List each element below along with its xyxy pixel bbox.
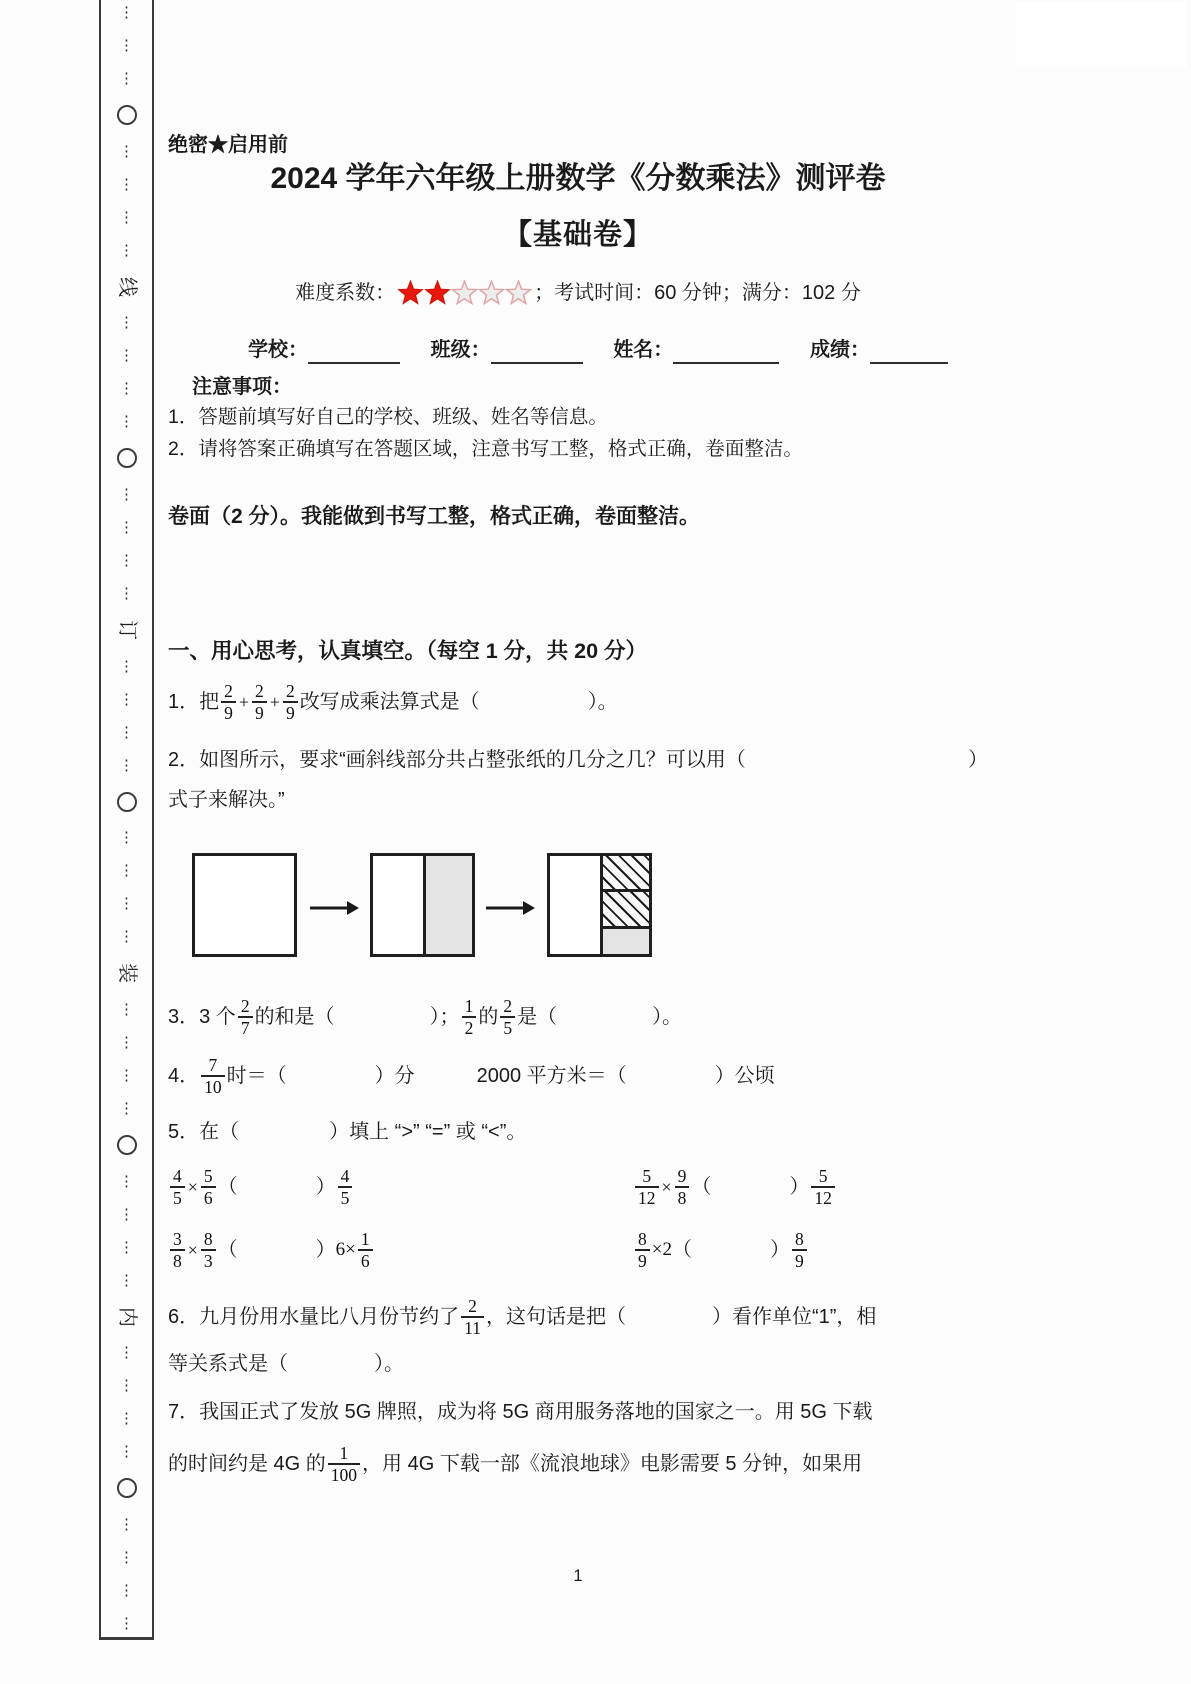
fraction-denominator: 9	[792, 1249, 807, 1271]
q6-line2-end: ）。	[374, 1353, 404, 1375]
fraction-denominator: 12	[635, 1186, 659, 1208]
open-paren: （	[217, 1176, 238, 1199]
binding-strip-item: ⋮	[119, 518, 134, 536]
binding-strip-item: ⋮	[119, 70, 134, 88]
binding-strip-item: ⋮	[119, 380, 134, 398]
fraction-numerator: 9	[677, 1166, 687, 1186]
q7-text-3: ，用 4G 下载一部《流浪地球》电影需要 5 分钟，如果用	[362, 1453, 863, 1476]
binding-strip-item: ⋮	[119, 552, 134, 569]
times-operator: ×	[187, 1177, 198, 1198]
class-label: 班级：	[430, 339, 491, 361]
section-1-heading-text: 一、用心思考，认真填空。（每空 1 分，共 20 分）	[168, 639, 648, 663]
page-number-text: 1	[573, 1567, 583, 1585]
page-title-text: 2024 学年六年级上册数学《分数乘法》测评卷	[270, 162, 886, 195]
star-icon	[478, 280, 505, 307]
plus-operator: +	[238, 692, 250, 713]
question-4	[168, 1055, 775, 1097]
fraction	[201, 1166, 216, 1208]
binding-strip-item	[117, 448, 137, 468]
q7-text-2: 的时间约是 4G 的	[168, 1453, 326, 1476]
binding-strip-item: ⋮	[119, 347, 134, 365]
open-paren: （	[671, 1239, 692, 1262]
binding-strip-item: ⋮	[119, 1614, 134, 1632]
q3-mid-3: 的	[478, 1006, 499, 1029]
fraction-denominator: 9	[283, 701, 298, 723]
q6-end: ）看作单位“1”，相	[711, 1306, 877, 1329]
star-icon	[397, 280, 424, 307]
binding-strip-item	[117, 1135, 137, 1155]
fraction	[635, 1166, 659, 1208]
score-field	[810, 336, 948, 364]
q6-line2-pre: 等关系式是（	[168, 1353, 288, 1375]
paper-content	[168, 0, 988, 1684]
binding-strip-item: ⋮	[119, 241, 134, 259]
fraction	[201, 1055, 225, 1097]
close-paren: ）	[769, 1239, 790, 1262]
fraction	[811, 1166, 835, 1208]
binding-strip-item: ⋮	[119, 1377, 134, 1395]
binding-strip-item: ⋮	[119, 723, 134, 741]
partitioned-half	[600, 856, 650, 954]
q5-expression-4	[633, 1229, 809, 1271]
note-item-2	[168, 435, 803, 463]
binding-strip-item: ⋮	[119, 1548, 134, 1566]
fraction-denominator: 100	[328, 1463, 360, 1485]
score-label: 成绩：	[809, 339, 870, 361]
question-1	[168, 681, 618, 723]
q3-mid-1: 的和是（	[254, 1006, 335, 1029]
binding-strip-item: ⋮	[119, 585, 134, 603]
fraction	[283, 681, 298, 723]
q5-e4-blank[interactable]	[692, 1249, 770, 1251]
q4-pre: 4．	[168, 1065, 200, 1088]
name-blank[interactable]	[673, 338, 779, 364]
secrecy-text: 绝密★启用前	[168, 134, 288, 156]
fraction-numerator: 2	[240, 996, 250, 1016]
binding-strip-item: ⋮	[119, 175, 134, 193]
star-icon	[424, 280, 451, 307]
class-field	[431, 336, 583, 364]
binding-strip-item: ⋮	[119, 413, 134, 431]
fraction-denominator: 6	[201, 1186, 216, 1208]
binding-strip-item: ⋮	[119, 1172, 134, 1190]
q3-mid-4: 是（	[517, 1006, 558, 1029]
fraction-denominator: 8	[675, 1186, 690, 1208]
binding-strip-item: ⋮	[119, 1271, 134, 1289]
fraction-denominator: 5	[170, 1186, 185, 1208]
neatness-statement	[168, 503, 700, 531]
page-number	[168, 1562, 988, 1590]
school-blank[interactable]	[308, 338, 400, 364]
question-3	[168, 996, 682, 1038]
page-title	[168, 162, 988, 195]
paper-folding-diagram	[168, 853, 868, 963]
q3-mid-2: ）；	[429, 1006, 460, 1029]
q5-e4-times-2: ×2	[651, 1239, 672, 1261]
diagram-square-1	[192, 853, 297, 957]
paper-subtitle	[168, 221, 988, 249]
q5-expression-3	[168, 1229, 375, 1271]
score-blank[interactable]	[870, 338, 948, 364]
fraction-numerator: 5	[203, 1166, 213, 1186]
hatched-section	[603, 892, 650, 928]
q6-answer-blank-2[interactable]	[288, 1363, 374, 1365]
scan-artifact-patch	[1016, 2, 1186, 68]
q6-answer-blank-1[interactable]	[626, 1316, 712, 1318]
fraction-numerator: 4	[340, 1166, 350, 1186]
notes-heading	[192, 373, 292, 401]
binding-strip-item: ⋮	[119, 314, 134, 332]
section-1-heading	[168, 637, 647, 665]
fraction-numerator: 3	[173, 1229, 182, 1249]
binding-strip-item: 线	[115, 276, 138, 297]
binding-strip-item: ⋮	[119, 485, 134, 503]
q5-expression-2	[633, 1166, 837, 1208]
q6-mid: ，这句话是把（	[485, 1306, 626, 1329]
binding-strip-item: ⋮	[119, 690, 134, 708]
fraction-denominator: 9	[252, 701, 267, 723]
question-2-line-2	[168, 786, 285, 814]
fraction	[201, 1229, 216, 1271]
fraction-denominator: 5	[500, 1016, 515, 1038]
close-paren: ）	[315, 1176, 336, 1199]
star-icon	[451, 280, 478, 307]
difficulty-stars	[397, 280, 532, 307]
school-label: 学校：	[248, 339, 308, 361]
binding-strip-item: ⋮	[119, 1410, 134, 1428]
binding-strip-item: ⋮	[119, 1000, 134, 1018]
fraction-numerator: 5	[818, 1166, 828, 1186]
q3-pre: 3．3 个	[168, 1006, 236, 1029]
fraction-denominator: 7	[238, 1016, 253, 1038]
note-item-1-text: 1．答题前填写好自己的学校、班级、姓名等信息。	[168, 406, 608, 428]
binding-strip-item: ⋮	[119, 1344, 134, 1362]
question-7-line-1	[168, 1398, 873, 1426]
fraction-denominator: 6	[358, 1249, 373, 1271]
fraction	[338, 1166, 353, 1208]
question-2-line-1	[168, 746, 988, 774]
open-paren: （	[217, 1239, 238, 1262]
fraction-numerator: 1	[339, 1443, 349, 1463]
q1-answer-blank[interactable]	[480, 701, 588, 703]
fraction-numerator: 2	[468, 1296, 477, 1316]
open-paren: （	[691, 1176, 712, 1199]
q4-mid-3: 2000 平方米＝（	[476, 1065, 627, 1088]
binding-strip-item: ⋮	[119, 756, 134, 774]
times-operator: ×	[661, 1177, 672, 1198]
shaded-half	[423, 856, 473, 954]
fraction-denominator: 5	[338, 1186, 353, 1208]
binding-strip-item	[117, 1478, 137, 1498]
q5-e2-blank[interactable]	[711, 1186, 789, 1188]
binding-strip-item	[117, 792, 137, 812]
difficulty-prefix: 难度系数：	[295, 282, 396, 304]
fraction	[500, 996, 515, 1038]
binding-strip-item: ⋮	[119, 928, 134, 946]
note-item-1	[168, 403, 608, 431]
difficulty-line	[168, 279, 988, 307]
q4-gap	[415, 1075, 477, 1077]
q1-end: ）。	[587, 691, 618, 714]
close-paren: ）	[789, 1176, 810, 1199]
binding-strip-item: ⋮	[119, 1033, 134, 1051]
fraction-denominator: 2	[462, 1016, 477, 1038]
fraction	[462, 996, 477, 1038]
q4-end: ）公顷	[714, 1065, 775, 1088]
paper-subtitle-text: 【基础卷】	[502, 219, 653, 251]
fraction-numerator: 2	[503, 996, 513, 1016]
binding-strip	[99, 0, 154, 1640]
q1-mid: 改写成乘法算式是（	[299, 691, 480, 714]
fraction-numerator: 8	[203, 1229, 213, 1249]
close-paren: ）	[315, 1239, 336, 1262]
q5-e3-rhs-prefix: 6×	[335, 1239, 356, 1261]
notes-heading-text: 注意事项：	[192, 376, 292, 398]
q3-answer-blank-2[interactable]	[557, 1016, 652, 1018]
fraction	[170, 1229, 185, 1271]
hatched-section	[603, 856, 650, 892]
binding-strip-item: 订	[115, 620, 138, 641]
star-icon	[505, 280, 532, 307]
fraction-numerator: 8	[638, 1229, 647, 1249]
fraction	[635, 1229, 650, 1271]
name-field	[613, 336, 779, 364]
times-operator: ×	[187, 1240, 198, 1261]
fraction-denominator: 9	[221, 701, 236, 723]
gray-section	[603, 929, 650, 954]
diagram-square-2	[370, 853, 475, 957]
question-7-line-2	[168, 1443, 862, 1485]
fraction	[461, 1296, 484, 1338]
note-item-2-text: 2．请将答案正确填写在答题区域，注意书写工整，格式正确，卷面整洁。	[168, 438, 803, 460]
fraction-numerator: 7	[208, 1055, 218, 1075]
fraction-denominator: 10	[201, 1075, 225, 1097]
arrow-right-icon	[486, 900, 536, 916]
fraction	[252, 681, 267, 723]
q5-e3-blank[interactable]	[238, 1249, 316, 1251]
question-6-line-1	[168, 1296, 876, 1338]
binding-strip-item: ⋮	[119, 37, 134, 55]
q5-e1-blank[interactable]	[238, 1186, 316, 1188]
binding-strip-item: ⋮	[119, 895, 134, 913]
fraction-numerator: 2	[255, 681, 264, 701]
q2-text-2: 式子来解决。”	[168, 789, 285, 811]
fraction	[675, 1166, 690, 1208]
q2-close-paren: ）	[968, 749, 988, 771]
fraction-numerator: 1	[360, 1229, 370, 1249]
binding-strip-item: ⋮	[119, 862, 134, 880]
q5-end: ）填上 “>” “=” 或 “<”。	[329, 1121, 527, 1143]
binding-strip-item: ⋮	[119, 142, 134, 160]
binding-strip-item: ⋮	[119, 829, 134, 847]
fraction-denominator: 3	[201, 1249, 216, 1271]
fraction-numerator: 8	[794, 1229, 804, 1249]
q1-pre: 1．把	[168, 691, 220, 714]
difficulty-suffix: ；考试时间：60 分钟；满分：102 分	[534, 282, 861, 304]
binding-strip-item: ⋮	[119, 1205, 134, 1223]
binding-strip-item: ⋮	[119, 4, 134, 21]
fraction	[792, 1229, 807, 1271]
fraction-numerator: 1	[464, 996, 474, 1016]
class-blank[interactable]	[491, 338, 583, 364]
binding-strip-item: ⋮	[119, 657, 134, 675]
fraction	[221, 681, 236, 723]
q6-pre: 6．九月份用水量比八月份节约了	[168, 1306, 460, 1329]
question-5	[168, 1118, 526, 1146]
diagram-square-3	[547, 853, 652, 957]
q5-expression-1	[168, 1166, 354, 1208]
q5-answer-blank[interactable]	[239, 1131, 329, 1133]
binding-strip-item: 装	[115, 963, 138, 984]
fraction	[328, 1443, 360, 1485]
binding-strip-item: ⋮	[119, 1238, 134, 1256]
q4-answer-blank-2[interactable]	[627, 1075, 715, 1077]
fraction-numerator: 4	[173, 1166, 182, 1186]
q4-mid-2: ）分	[374, 1065, 415, 1088]
fraction-denominator: 8	[170, 1249, 185, 1271]
neatness-statement-text: 卷面（2 分）。我能做到书写工整，格式正确，卷面整洁。	[168, 505, 701, 528]
binding-strip-item: ⋮	[119, 1515, 134, 1533]
fraction-denominator: 11	[461, 1316, 484, 1338]
name-label: 姓名：	[613, 339, 674, 361]
q3-answer-blank-1[interactable]	[335, 1016, 430, 1018]
q4-answer-blank-1[interactable]	[287, 1075, 375, 1077]
binding-strip-item: ⋮	[119, 1100, 134, 1117]
plus-operator: +	[269, 692, 280, 713]
fraction	[358, 1229, 373, 1271]
arrow-right-icon	[310, 900, 360, 916]
q5-pre: 5．在（	[168, 1121, 240, 1143]
binding-strip-item: ⋮	[119, 1581, 134, 1599]
fraction-numerator: 5	[642, 1166, 652, 1186]
fraction	[238, 996, 253, 1038]
binding-strip-item: ⋮	[119, 208, 134, 226]
fraction-denominator: 12	[811, 1186, 835, 1208]
secrecy-label	[168, 131, 288, 159]
binding-strip-item: 内	[115, 1306, 138, 1327]
binding-strip-item: ⋮	[119, 1066, 134, 1084]
binding-strip-item: ⋮	[119, 1443, 134, 1461]
q7-text-1: 7．我国正式了发放 5G 牌照，成为将 5G 商用服务落地的国家之一。用 5G 下载	[168, 1401, 873, 1423]
q3-end: ）。	[652, 1006, 683, 1029]
fraction-denominator: 9	[635, 1249, 650, 1271]
question-6-line-2	[168, 1350, 404, 1378]
fraction-numerator: 2	[224, 681, 233, 701]
fraction-numerator: 2	[285, 681, 295, 701]
student-info-line	[248, 336, 948, 364]
fraction	[170, 1166, 185, 1208]
q4-mid-1: 时＝（	[226, 1065, 287, 1088]
q2-text: 2．如图所示，要求“画斜线部分共占整张纸的几分之几？可以用（	[168, 749, 746, 771]
school-field	[248, 336, 400, 364]
binding-strip-item	[117, 105, 137, 125]
